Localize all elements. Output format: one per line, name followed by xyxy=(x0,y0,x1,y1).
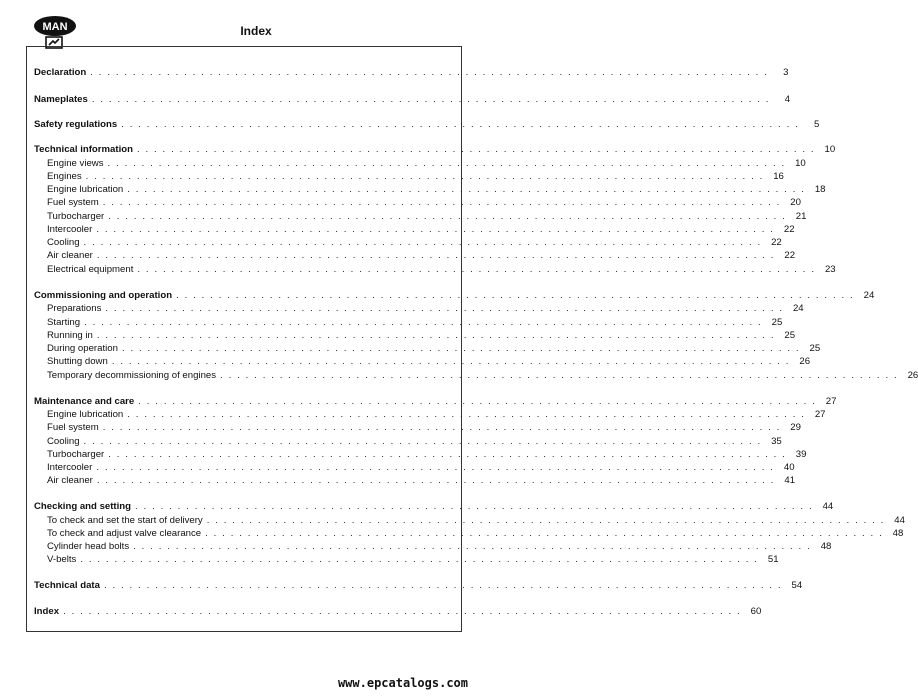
toc-entry[interactable] xyxy=(34,527,904,540)
dot-leader: . . . . . . . . . . . . . . . . . . . . . . . . . . . . . . . . . . . . . . . . . . . . . . . . . . . . . . . . . . . . . . . . . . . . . . . . . . . . . . . . xyxy=(127,409,806,420)
watermark: www.epcatalogs.com xyxy=(337,676,468,690)
dot-leader: . . . . . . . . . . . . . . . . . . . . . . . . . . . . . . . . . . . . . . . . . . . . . . . . . . . . . . . . . . . . . . . . . . . . . . . . . . . . . . . . xyxy=(136,144,816,155)
toc-entry[interactable] xyxy=(34,223,795,236)
toc-entry-page: 24 xyxy=(792,303,804,314)
toc-entry[interactable] xyxy=(34,408,826,421)
dot-leader: . . . . . . . . . . . . . . . . . . . . . . . . . . . . . . . . . . . . . . . . . . . . . . . . . . . . . . . . . . . . . . . . . . . . . . . . . . . . . . . . xyxy=(220,370,899,381)
toc-entry[interactable] xyxy=(34,263,836,276)
toc-entry[interactable] xyxy=(34,369,918,382)
toc-entry-page: 23 xyxy=(824,264,836,275)
dot-leader: . . . . . . . . . . . . . . . . . . . . . . . . . . . . . . . . . . . . . . . . . . . . . . . . . . . . . . . . . . . . . . . . . . . . . . . . . . . . . . . . xyxy=(137,264,816,275)
toc-entry-label: Cylinder head bolts xyxy=(47,541,130,552)
dot-leader: . . . . . . . . . . . . . . . . . . . . . . . . . . . . . . . . . . . . . . . . . . . . . . . . . . . . . . . . . . . . . . . . . . . . . . . . . . . . . . . . xyxy=(176,290,855,301)
toc-entry-page: 39 xyxy=(795,449,807,460)
toc-entry-label: Cooling xyxy=(47,237,80,248)
toc-entry-label: Engines xyxy=(47,171,82,182)
dot-leader: . . . . . . . . . . . . . . . . . . . . . . . . . . . . . . . . . . . . . . . . . . . . . . . . . . . . . . . . . . . . . . . . . . . . . . . . . . . . . . . . xyxy=(127,184,806,195)
toc-entry-label: Air cleaner xyxy=(47,475,93,486)
toc-entry-label: Cooling xyxy=(47,436,80,447)
dot-leader: . . . . . . . . . . . . . . . . . . . . . . . . . . . . . . . . . . . . . . . . . . . . . . . . . . . . . . . . . . . . . . . . . . . . . . . . . . . . . . . . xyxy=(205,528,884,539)
toc-entry-label: Shutting down xyxy=(47,356,108,367)
toc-entry[interactable] xyxy=(34,157,806,170)
toc-entry[interactable] xyxy=(34,435,782,448)
toc-entry[interactable] xyxy=(34,448,807,461)
toc-entry-page: 10 xyxy=(795,158,806,169)
toc-entry-page: 5 xyxy=(814,119,820,130)
toc-entry-label: Safety regulations xyxy=(34,119,118,130)
toc-entry-page: 35 xyxy=(771,436,782,447)
toc-entry-page: 48 xyxy=(892,528,904,539)
dot-leader: . . . . . . . . . . . . . . . . . . . . . . . . . . . . . . . . . . . . . . . . . . . . . . . . . . . . . . . . . . . . . . . . . . . . . . . . . . . . . . . . xyxy=(102,422,781,433)
dot-leader: . . . . . . . . . . . . . . . . . . . . . . . . . . . . . . . . . . . . . . . . . . . . . . . . . . . . . . . . . . . . . . . . . . . . . . . . . . . . . . . . xyxy=(206,515,885,526)
dot-leader: . . . . . . . . . . . . . . . . . . . . . . . . . . . . . . . . . . . . . . . . . . . . . . . . . . . . . . . . . . . . . . . . . . . . . . . . . . . . . . . . xyxy=(91,94,771,105)
toc-entry-label: Index xyxy=(34,606,60,617)
toc-entry-page: 48 xyxy=(820,541,832,552)
dot-leader: . . . . . . . . . . . . . . . . . . . . . . . . . . . . . . . . . . . . . . . . . . . . . . . . . . . . . . . . . . . . . . . . . . . . . . . . . . . . . . . . xyxy=(85,171,764,182)
dot-leader: . . . . . . . . . . . . . . . . . . . . . . . . . . . . . . . . . . . . . . . . . . . . . . . . . . . . . . . . . . . . . . . . . . . . . . . . . . . . . . . . xyxy=(80,554,759,565)
toc-entry-label: Intercooler xyxy=(47,462,93,473)
dot-leader: . . . . . . . . . . . . . . . . . . . . . . . . . . . . . . . . . . . . . . . . . . . . . . . . . . . . . . . . . . . . . . . . . . . . . . . . . . . . . . . . xyxy=(96,475,776,486)
toc-entry-label: Running in xyxy=(47,330,93,341)
toc-entry-label: Technical data xyxy=(34,580,100,591)
dot-leader: . . . . . . . . . . . . . . . . . . . . . . . . . . . . . . . . . . . . . . . . . . . . . . . . . . . . . . . . . . . . . . . . . . . . . . . . . . . . . . . . xyxy=(83,237,762,248)
toc-entry-label: Technical information xyxy=(34,144,133,155)
toc-entry-page: 44 xyxy=(822,501,834,512)
toc-entry-label: Intercooler xyxy=(47,224,93,235)
toc-entry-label: Air cleaner xyxy=(47,250,93,261)
toc-entry-label: Temporary decommissioning of engines xyxy=(47,370,217,381)
toc-entry[interactable] xyxy=(34,118,820,131)
toc-entry-page: 20 xyxy=(790,197,801,208)
toc-entry-label: Engine lubrication xyxy=(47,409,124,420)
toc-entry-label: Nameplates xyxy=(34,94,88,105)
toc-entry-label: Electrical equipment xyxy=(47,264,134,275)
dot-leader: . . . . . . . . . . . . . . . . . . . . . . . . . . . . . . . . . . . . . . . . . . . . . . . . . . . . . . . . . . . . . . . . . . . . . . . . . . . . . . . . xyxy=(63,606,742,617)
toc-entry-page: 40 xyxy=(783,462,795,473)
toc-entry-page: 44 xyxy=(894,515,905,526)
dot-leader: . . . . . . . . . . . . . . . . . . . . . . . . . . . . . . . . . . . . . . . . . . . . . . . . . . . . . . . . . . . . . . . . . . . . . . . . . . . . . . . . xyxy=(111,356,791,367)
toc-entry-page: 16 xyxy=(773,171,784,182)
toc-entry-label: Fuel system xyxy=(47,197,99,208)
toc-entry-label: Engine lubrication xyxy=(47,184,124,195)
dot-leader: . . . . . . . . . . . . . . . . . . . . . . . . . . . . . . . . . . . . . . . . . . . . . . . . . . . . . . . . . . . . . . . . . . . . . . . . . . . . . . . . xyxy=(83,436,762,447)
toc-entry-page: 26 xyxy=(907,370,918,381)
toc-entry[interactable] xyxy=(34,553,779,566)
dot-leader: . . . . . . . . . . . . . . . . . . . . . . . . . . . . . . . . . . . . . . . . . . . . . . . . . . . . . . . . . . . . . . . . . . . . . . . . . . . . . . . . xyxy=(84,317,763,328)
toc-entry[interactable] xyxy=(34,170,784,183)
toc-entry-label: V-belts xyxy=(47,554,77,565)
toc-entry-label: Starting xyxy=(47,317,81,328)
toc-entry[interactable] xyxy=(34,183,826,196)
toc-entry-page: 22 xyxy=(784,250,796,261)
toc-entry-page: 22 xyxy=(783,224,795,235)
toc-entry[interactable] xyxy=(34,210,807,223)
toc-entry-page: 24 xyxy=(863,290,875,301)
toc-entry[interactable] xyxy=(34,329,796,342)
dot-leader: . . . . . . . . . . . . . . . . . . . . . . . . . . . . . . . . . . . . . . . . . . . . . . . . . . . . . . . . . . . . . . . . . . . . . . . . . . . . . . . . xyxy=(105,303,784,314)
dot-leader: . . . . . . . . . . . . . . . . . . . . . . . . . . . . . . . . . . . . . . . . . . . . . . . . . . . . . . . . . . . . . . . . . . . . . . . . . . . . . . . . xyxy=(96,462,775,473)
toc-entry[interactable] xyxy=(34,421,801,434)
toc-entry-label: Commissioning and operation xyxy=(34,290,173,301)
toc-entry[interactable] xyxy=(34,474,796,487)
toc-entry-page: 10 xyxy=(824,144,836,155)
toc-entry[interactable] xyxy=(34,196,801,209)
toc-entry[interactable] xyxy=(34,579,803,592)
toc-entry-page: 25 xyxy=(771,317,783,328)
toc-entry[interactable] xyxy=(34,236,782,249)
toc-entry[interactable] xyxy=(34,500,834,513)
toc-entry[interactable] xyxy=(34,249,796,262)
toc-entry-page: 25 xyxy=(809,343,821,354)
toc-entry-page: 51 xyxy=(767,554,779,565)
toc-entry-label: During operation xyxy=(47,343,118,354)
toc-entry[interactable] xyxy=(34,355,811,368)
dot-leader: . . . . . . . . . . . . . . . . . . . . . . . . . . . . . . . . . . . . . . . . . . . . . . . . . . . . . . . . . . . . . . . . . . . . . . . . . . . . . . . . xyxy=(96,224,775,235)
dot-leader: . . . . . . . . . . . . . . . . . . . . . . . . . . . . . . . . . . . . . . . . . . . . . . . . . . . . . . . . . . . . . . . . . . . . . . . . . . . . . . . . xyxy=(103,580,783,591)
toc-entry-page: 29 xyxy=(790,422,801,433)
dot-leader: . . . . . . . . . . . . . . . . . . . . . . . . . . . . . . . . . . . . . . . . . . . . . . . . . . . . . . . . . . . . . . . . . . . . . . . . . . . . . . . . xyxy=(96,330,776,341)
toc-entry[interactable] xyxy=(34,514,905,527)
toc-entry[interactable] xyxy=(34,93,791,106)
toc-entry-page: 26 xyxy=(799,356,811,367)
toc-entry-page: 22 xyxy=(771,237,782,248)
dot-leader: . . . . . . . . . . . . . . . . . . . . . . . . . . . . . . . . . . . . . . . . . . . . . . . . . . . . . . . . . . . . . . . . . . . . . . . . . . . . . . . . xyxy=(108,211,787,222)
dot-leader: . . . . . . . . . . . . . . . . . . . . . . . . . . . . . . . . . . . . . . . . . . . . . . . . . . . . . . . . . . . . . . . . . . . . . . . . . . . . . . . . xyxy=(121,343,801,354)
toc-entry[interactable] xyxy=(34,395,837,408)
toc-entry[interactable] xyxy=(34,461,795,474)
toc-entry[interactable] xyxy=(34,66,789,79)
svg-text:MAN: MAN xyxy=(42,21,68,33)
toc-entry-label: Declaration xyxy=(34,67,87,78)
toc-entry-label: Turbocharger xyxy=(47,449,105,460)
toc-entry[interactable] xyxy=(34,342,821,355)
toc-entry-label: Checking and setting xyxy=(34,501,132,512)
toc-entry-label: Preparations xyxy=(47,303,102,314)
toc-entry-page: 4 xyxy=(784,94,791,105)
toc-entry-page: 60 xyxy=(750,606,762,617)
toc-entry-page: 27 xyxy=(814,409,826,420)
toc-entry-label: Turbocharger xyxy=(47,211,105,222)
toc-entry-label: To check and set the start of delivery xyxy=(47,515,203,526)
toc-entry-page: 25 xyxy=(784,330,796,341)
dot-leader: . . . . . . . . . . . . . . . . . . . . . . . . . . . . . . . . . . . . . . . . . . . . . . . . . . . . . . . . . . . . . . . . . . . . . . . . . . . . . . . . xyxy=(107,158,786,169)
toc-entry[interactable] xyxy=(34,605,762,618)
toc-entry-page: 3 xyxy=(783,67,789,78)
toc-entry-page: 54 xyxy=(791,580,803,591)
dot-leader: . . . . . . . . . . . . . . . . . . . . . . . . . . . . . . . . . . . . . . . . . . . . . . . . . . . . . . . . . . . . . . . . . . . . . . . . . . . . . . . . xyxy=(90,67,769,78)
dot-leader: . . . . . . . . . . . . . . . . . . . . . . . . . . . . . . . . . . . . . . . . . . . . . . . . . . . . . . . . . . . . . . . . . . . . . . . . . . . . . . . . xyxy=(138,396,817,407)
toc-entry-page: 21 xyxy=(795,211,807,222)
dot-leader: . . . . . . . . . . . . . . . . . . . . . . . . . . . . . . . . . . . . . . . . . . . . . . . . . . . . . . . . . . . . . . . . . . . . . . . . . . . . . . . . xyxy=(121,119,800,130)
toc-entry[interactable] xyxy=(34,316,783,329)
dot-leader: . . . . . . . . . . . . . . . . . . . . . . . . . . . . . . . . . . . . . . . . . . . . . . . . . . . . . . . . . . . . . . . . . . . . . . . . . . . . . . . . xyxy=(108,449,787,460)
page-title: Index xyxy=(240,24,272,38)
dot-leader: . . . . . . . . . . . . . . . . . . . . . . . . . . . . . . . . . . . . . . . . . . . . . . . . . . . . . . . . . . . . . . . . . . . . . . . . . . . . . . . . xyxy=(133,541,812,552)
toc-entry-page: 27 xyxy=(825,396,837,407)
dot-leader: . . . . . . . . . . . . . . . . . . . . . . . . . . . . . . . . . . . . . . . . . . . . . . . . . . . . . . . . . . . . . . . . . . . . . . . . . . . . . . . . xyxy=(135,501,814,512)
toc-entry[interactable] xyxy=(34,143,836,156)
toc-entry-page: 41 xyxy=(784,475,796,486)
toc-entry[interactable] xyxy=(34,540,832,553)
dot-leader: . . . . . . . . . . . . . . . . . . . . . . . . . . . . . . . . . . . . . . . . . . . . . . . . . . . . . . . . . . . . . . . . . . . . . . . . . . . . . . . . xyxy=(96,250,776,261)
toc-entry-label: Maintenance and care xyxy=(34,396,135,407)
toc-entry-label: Fuel system xyxy=(47,422,99,433)
dot-leader: . . . . . . . . . . . . . . . . . . . . . . . . . . . . . . . . . . . . . . . . . . . . . . . . . . . . . . . . . . . . . . . . . . . . . . . . . . . . . . . . xyxy=(102,197,781,208)
toc-entry[interactable] xyxy=(34,302,804,315)
toc-entry-label: To check and adjust valve clearance xyxy=(47,528,202,539)
toc-entry[interactable] xyxy=(34,289,875,302)
toc-entry-label: Engine views xyxy=(47,158,104,169)
toc-entry-page: 18 xyxy=(814,184,826,195)
